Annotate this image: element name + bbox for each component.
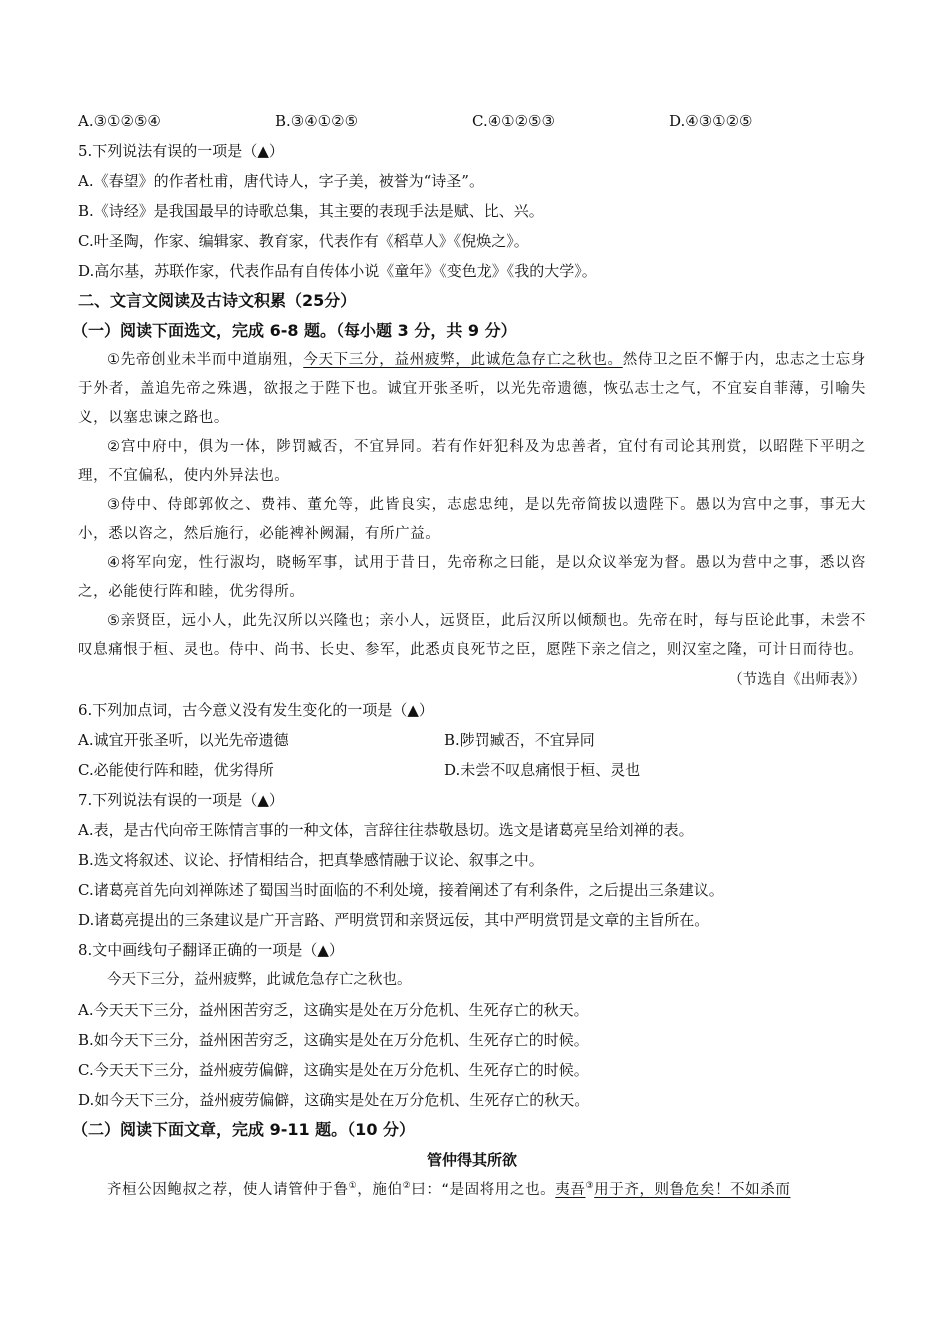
passage-paragraph-1 xyxy=(78,346,866,433)
part2-text-1: 齐桓公因鲍叔之荐，使人请管仲于鲁 xyxy=(107,1182,349,1198)
part2-passage-title: 管仲得其所欲 xyxy=(426,1151,517,1169)
part1-heading: （一）阅读下面选文，完成 6-8 题。（每小题 3 分，共 9 分） xyxy=(72,321,517,340)
part2-text-3: 曰：“是固将用之也。 xyxy=(411,1182,556,1198)
q8-option-d: D.如今天下三分，益州疲劳偏僻，这确实是处在万分危机、生死存亡的秋天。 xyxy=(78,1091,590,1109)
q5-option-c: C.叶圣陶，作家、编辑家、教育家，代表作有《稻草人》《倪焕之》。 xyxy=(78,232,529,250)
q6-options-row-1 xyxy=(78,725,866,755)
footnote-marker-1: ① xyxy=(348,1181,358,1191)
q6-options-row-2 xyxy=(78,755,866,785)
passage-paragraph-5: ⑤亲贤臣，远小人，此先汉所以兴隆也；亲小人，远贤臣，此后汉所以倾颓也。先帝在时，每与臣论此事，未尝不叹息痛恨于桓、灵也。侍中、尚书、长史、参军，此悉贞良死节之臣，愿陛下亲之信之，则汉室之隆，可计日而待也。 xyxy=(78,613,866,658)
part2-underlined-2: 用于齐，则鲁危矣！不如杀而 xyxy=(594,1182,791,1198)
underlined-sentence: 今天下三分，益州疲弊，此诚危急存亡之秋也。 xyxy=(303,352,623,368)
q4-option-d: D.④③①②⑤ xyxy=(669,112,753,130)
q4-options xyxy=(78,106,866,136)
q6-option-c: C.必能使行阵和睦，优劣得所 xyxy=(78,761,274,779)
passage-paragraph-4: ④将军向宠，性行淑均，晓畅军事，试用于昔日，先帝称之曰能，是以众议举宠为督。愚以为营中之事，悉以咨之，必能使行阵和睦，优劣得所。 xyxy=(78,555,866,600)
q7-option-a: A.表，是古代向帝王陈情言事的一种文体，言辞往往恭敬恳切。选文是诸葛亮呈给刘禅的表。 xyxy=(78,821,694,839)
q6-option-a: A.诚宜开张圣听，以光先帝遗德 xyxy=(78,731,289,749)
q4-option-b: B.③④①②⑤ xyxy=(275,112,359,130)
passage-paragraph-3: ③侍中、侍郎郭攸之、费祎、董允等，此皆良实，志虑忠纯，是以先帝简拔以遗陛下。愚以为宫中之事，事无大小，悉以咨之，然后施行，必能裨补阙漏，有所广益。 xyxy=(78,497,866,542)
q7-option-c: C.诸葛亮首先向刘禅陈述了蜀国当时面临的不利处境，接着阐述了有利条件，之后提出三条建议。 xyxy=(78,881,724,899)
q6-option-d: D.未尝不叹息痛恨于桓、灵也 xyxy=(444,761,641,779)
q7-option-d: D.诸葛亮提出的三条建议是广开言路、严明赏罚和亲贤远佞，其中严明赏罚是文章的主旨所在。 xyxy=(78,911,710,929)
exam-page xyxy=(72,106,866,1205)
section2-heading: 二、文言文阅读及古诗文积累（25分） xyxy=(78,291,357,310)
part2-text-2: ，施伯 xyxy=(357,1182,403,1198)
q8-stem: 8.文中画线句子翻译正确的一项是（▲） xyxy=(78,941,344,959)
q4-option-a: A.③①②⑤④ xyxy=(78,112,161,130)
q8-option-c: C.今天天下三分，益州疲劳偏僻，这确实是处在万分危机、生死存亡的时候。 xyxy=(78,1061,589,1079)
passage-paragraph-2: ②宫中府中，俱为一体，陟罚臧否，不宜异同。若有作奸犯科及为忠善者，宜付有司论其刑赏，以昭陛下平明之理，不宜偏私，使内外异法也。 xyxy=(78,439,866,484)
q8-option-a: A.今天天下三分，益州困苦穷乏，这确实是处在万分危机、生死存亡的秋天。 xyxy=(78,1001,589,1019)
q8-option-b: B.如今天下三分，益州困苦穷乏，这确实是处在万分危机、生死存亡的时候。 xyxy=(78,1031,589,1049)
q6-stem: 6.下列加点词，古今意义没有发生变化的一项是（▲） xyxy=(78,701,434,719)
part2-underlined-1: 夷吾 xyxy=(555,1182,586,1198)
passage-p1-before: ①先帝创业未半而中道崩殂， xyxy=(107,352,304,368)
footnote-marker-3: ③ xyxy=(585,1181,595,1191)
q5-option-d: D.高尔基，苏联作家，代表作品有自传体小说《童年》《变色龙》《我的大学》。 xyxy=(78,262,597,280)
q5-stem: 5.下列说法有误的一项是（▲） xyxy=(78,142,284,160)
footnote-marker-2: ② xyxy=(402,1181,412,1191)
part2-passage-first-line xyxy=(78,1175,866,1205)
q6-option-b: B.陟罚臧否，不宜异同 xyxy=(444,731,595,749)
passage-source: （节选自《出师表》） xyxy=(728,672,866,688)
q5-option-b: B.《诗经》是我国最早的诗歌总集，其主要的表现手法是赋、比、兴。 xyxy=(78,202,544,220)
q5-option-a: A.《春望》的作者杜甫，唐代诗人，字子美，被誉为“诗圣”。 xyxy=(78,172,484,190)
part2-heading: （二）阅读下面文章，完成 9-11 题。（10 分） xyxy=(72,1120,416,1139)
q7-stem: 7.下列说法有误的一项是（▲） xyxy=(78,791,284,809)
q4-option-c: C.④①②⑤③ xyxy=(472,112,555,130)
passage-p1-after: 然侍卫之臣不懈于内，忠志之士忘身于外者，盖追先帝之殊遇，欲报之于陛下也。诚宜开张圣听，以光先帝遗德，恢弘志士之气，不宜妄自菲薄，引喻失义，以塞忠谏之路也。 xyxy=(78,352,866,426)
q8-quoted-sentence: 今天下三分，益州疲弊，此诚危急存亡之秋也。 xyxy=(107,972,412,988)
q7-option-b: B.选文将叙述、议论、抒情相结合，把真挚感情融于议论、叙事之中。 xyxy=(78,851,544,869)
